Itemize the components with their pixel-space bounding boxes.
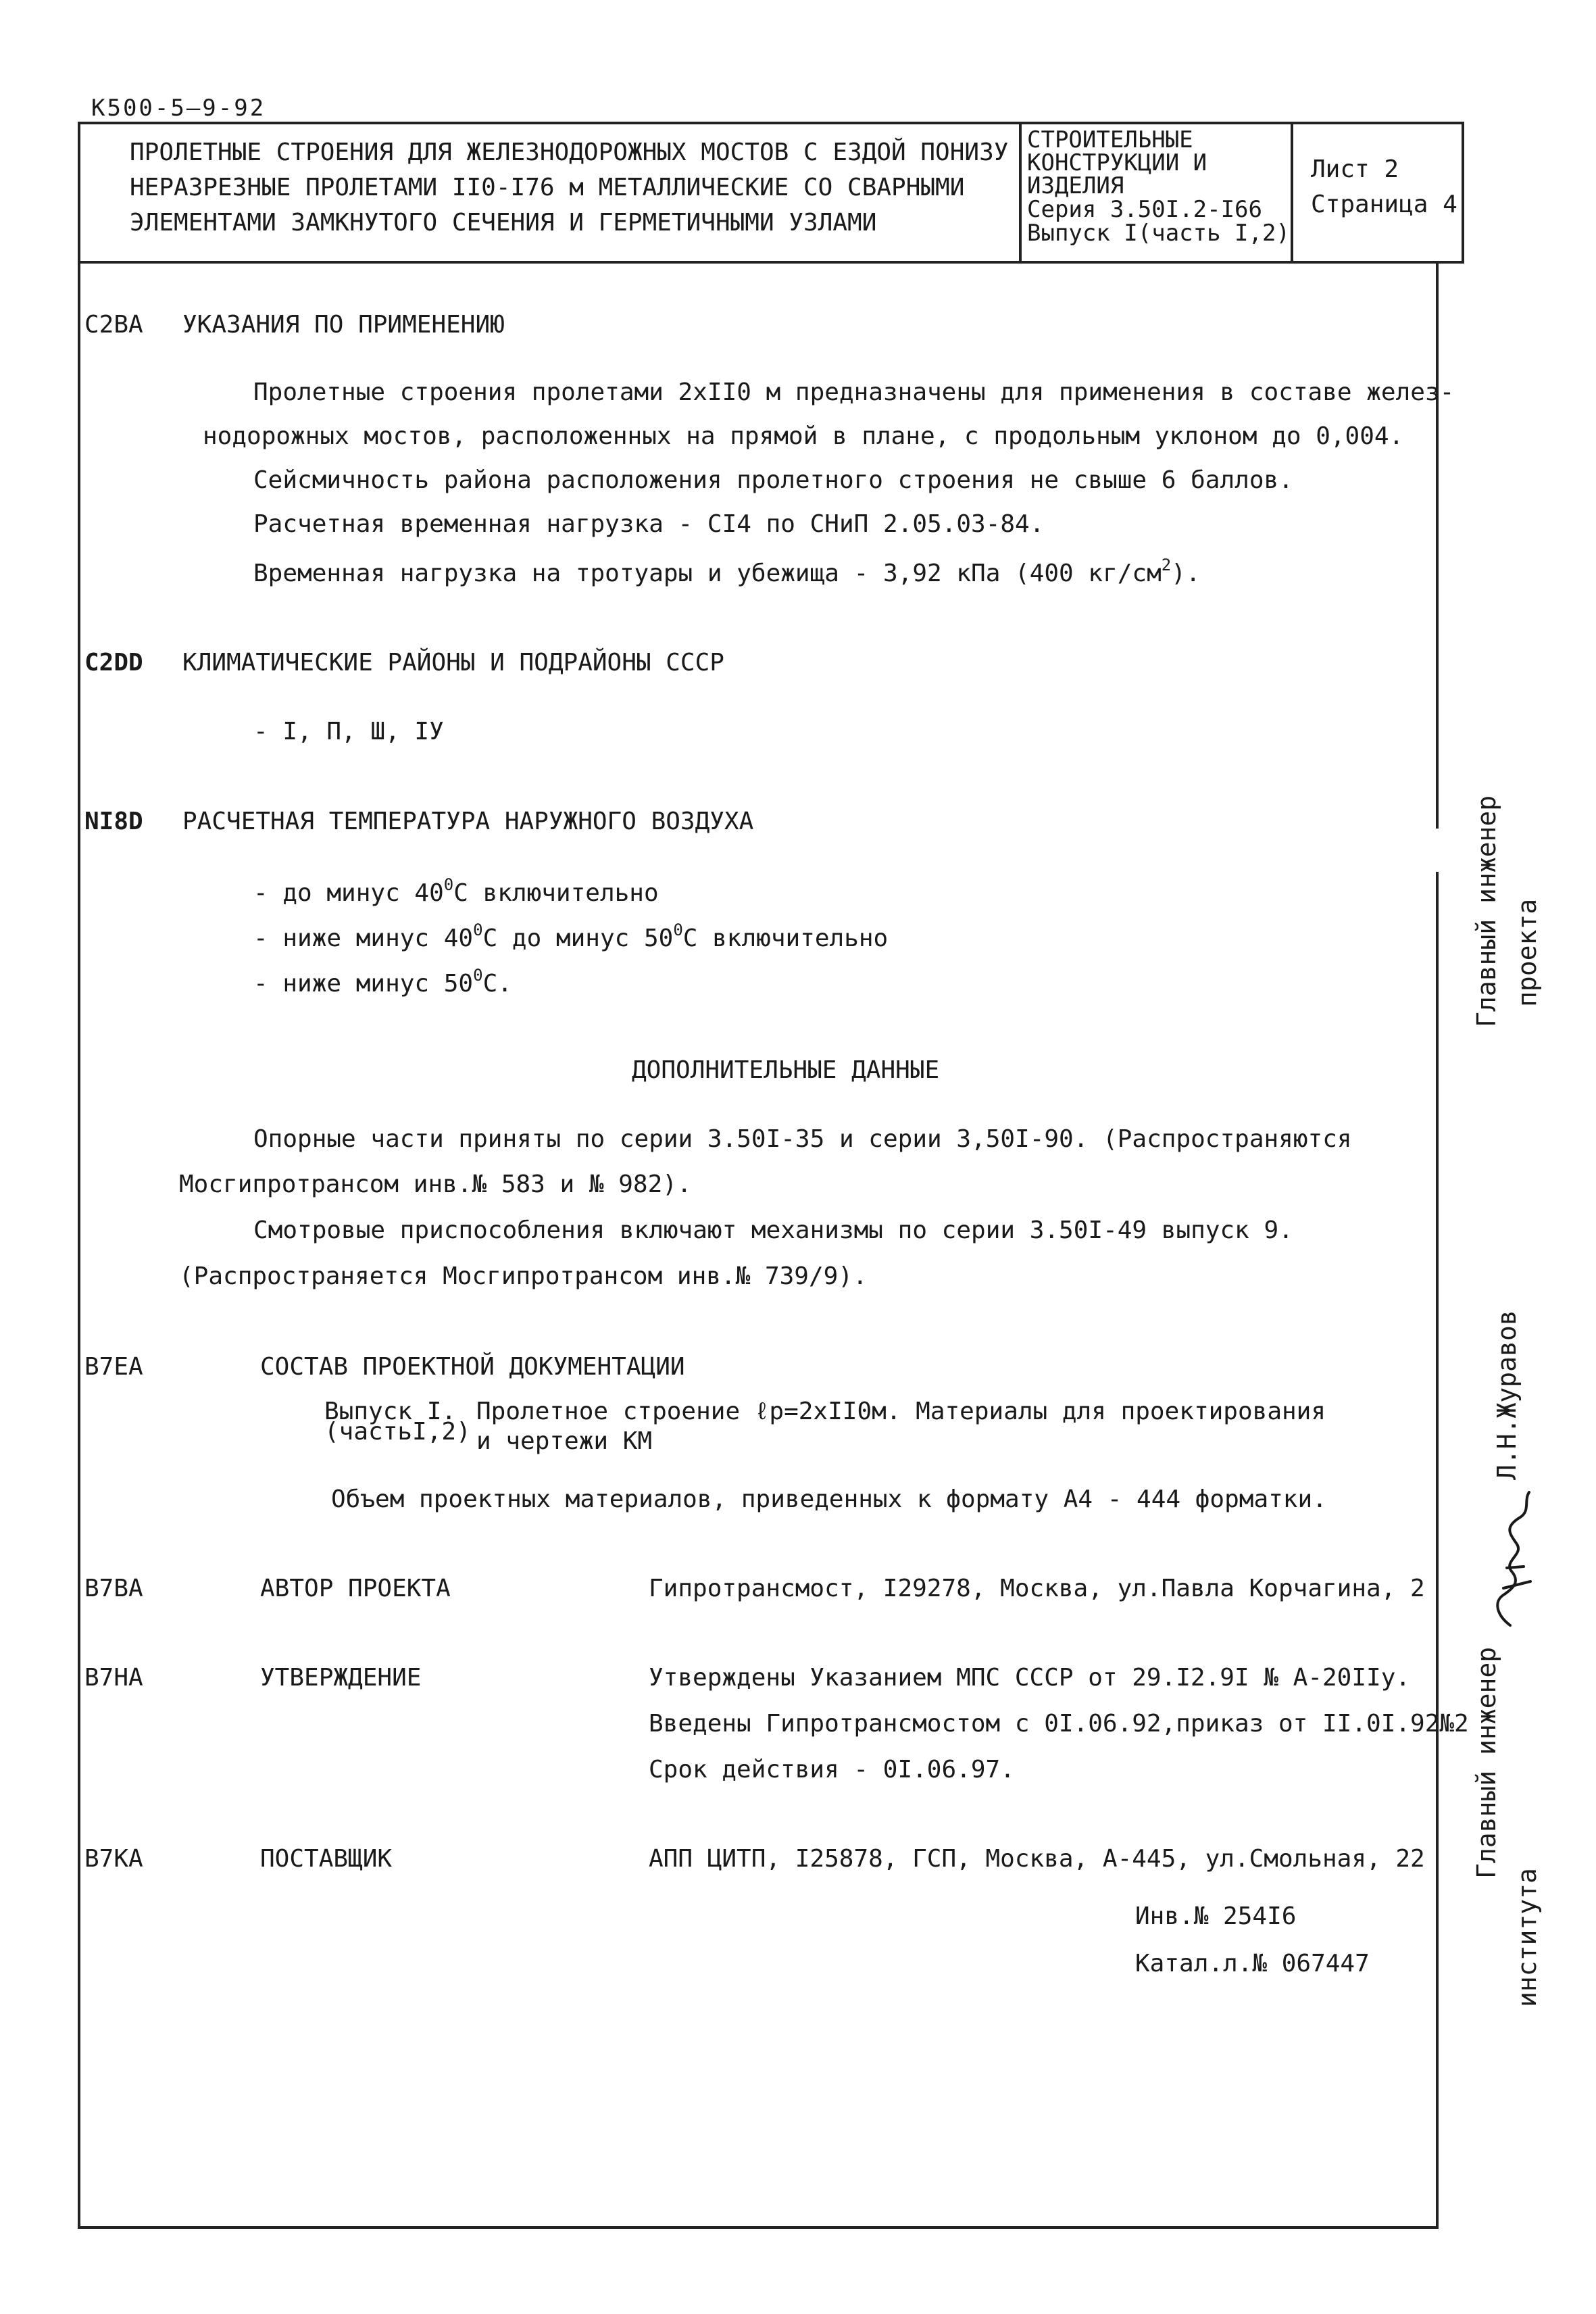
document-code: К500-5—9-92 bbox=[91, 95, 266, 122]
header-page: Страница 4 bbox=[1311, 191, 1457, 218]
author-label: АВТОР ПРОЕКТА bbox=[260, 1575, 451, 1602]
composition-issue-1: Выпуск I. bbox=[324, 1398, 457, 1425]
temperature-code: NI8D bbox=[84, 808, 143, 835]
climate-code: С2DD bbox=[84, 649, 143, 676]
usage-load-sup: 2 bbox=[1161, 556, 1172, 574]
temperature-item-1 bbox=[253, 875, 659, 907]
header-title-line-3: ЭЛЕМЕНТАМИ ЗАМКНУТОГО СЕЧЕНИЯ И ГЕРМЕТИЧНЫМИ УЗЛАМИ bbox=[130, 209, 877, 237]
usage-line-2: нодорожных мостов, расположенных на прямой в плане, с продольным уклоном до 0,004. bbox=[203, 422, 1404, 450]
supplier-label: ПОСТАВЩИК bbox=[260, 1845, 393, 1873]
side-chief-engineer-project-1: Главный инженер bbox=[1472, 795, 1501, 1027]
side-chief-engineer-bottom-2: института bbox=[1512, 1868, 1542, 2007]
side-name: Л.Н.Журавов bbox=[1492, 1310, 1522, 1480]
supplier-value: АПП ЦИТП, I25878, ГСП, Москва, А-445, ул.Смольная, 22 bbox=[649, 1845, 1425, 1873]
approval-line-3: Срок действия - 0I.06.97. bbox=[649, 1756, 1015, 1783]
side-chief-engineer-project-2: проекта bbox=[1512, 898, 1542, 1007]
usage-load-end: ). bbox=[1171, 560, 1201, 587]
header-issue: Выпуск I(часть I,2) bbox=[1027, 220, 1290, 247]
header-sheet: Лист 2 bbox=[1311, 155, 1399, 183]
inventory-number: Инв.№ 254I6 bbox=[1135, 1902, 1297, 1930]
temp-1-pre: - до минус 40 bbox=[253, 879, 444, 907]
temp-3-sup: 0 bbox=[473, 966, 483, 985]
temp-3-pre: - ниже минус 50 bbox=[253, 970, 474, 998]
approval-line-2: Введены Гипротрансмостом с 0I.06.92,приказ от II.0I.92№2 bbox=[649, 1710, 1469, 1738]
body-right-border-top bbox=[1436, 261, 1439, 829]
temperature-title: РАСЧЕТНАЯ ТЕМПЕРАТУРА НАРУЖНОГО ВОЗДУХА bbox=[182, 808, 754, 835]
side-chief-engineer-bottom-1: Главный инженер bbox=[1472, 1646, 1501, 1879]
composition-volume: Объем проектных материалов, приведенных к формату А4 - 444 форматки. bbox=[331, 1485, 1327, 1513]
extra-title: ДОПОЛНИТЕЛЬНЫЕ ДАННЫЕ bbox=[632, 1056, 940, 1084]
extra-line-4: (Распространяется Мосгипротрансом инв.№ 739/9). bbox=[179, 1262, 868, 1290]
body-right-border-bottom bbox=[1436, 872, 1439, 2229]
usage-line-1: Пролетные строения пролетами 2хII0 м предназначены для применения в составе желез- bbox=[253, 378, 1455, 406]
header-title-line-2: НЕРАЗРЕЗНЫЕ ПРОЛЕТАМИ II0-I76 м МЕТАЛЛИЧЕСКИЕ СО СВАРНЫМИ bbox=[130, 174, 965, 201]
side-chief-engineer-bottom-clip bbox=[1501, 1784, 1542, 2007]
header-divider-2 bbox=[1291, 122, 1293, 264]
supplier-code: В7КА bbox=[84, 1845, 143, 1873]
author-code: В7ВА bbox=[84, 1575, 143, 1602]
composition-issue-2: (частьI,2) bbox=[324, 1418, 471, 1446]
extra-line-3: Смотровые приспособления включают механизмы по серии 3.50I-49 выпуск 9. bbox=[253, 1216, 1293, 1244]
approval-code: В7НА bbox=[84, 1664, 143, 1692]
usage-title: УКАЗАНИЯ ПО ПРИМЕНЕНИЮ bbox=[182, 311, 505, 339]
temp-1-post: С включительно bbox=[453, 879, 659, 907]
temperature-item-2 bbox=[253, 920, 888, 952]
temp-2-post: С включительно bbox=[682, 925, 889, 952]
temperature-item-3 bbox=[253, 966, 512, 998]
catalog-number: Катал.л.№ 067447 bbox=[1135, 1950, 1370, 1977]
climate-value: - I, П, Ш, IУ bbox=[253, 718, 444, 745]
temp-3-post: С. bbox=[482, 970, 512, 998]
header-title-line-1: ПРОЛЕТНЫЕ СТРОЕНИЯ ДЛЯ ЖЕЛЕЗНОДОРОЖНЫХ МОСТОВ С ЕЗДОЙ ПОНИЗУ bbox=[130, 139, 1009, 166]
temp-1-sup: 0 bbox=[443, 875, 454, 894]
extra-line-2: Мосгипротрансом инв.№ 583 и № 982). bbox=[179, 1171, 692, 1198]
composition-desc-1: Пролетное строение ℓp=2хII0м. Материалы для проектирования bbox=[476, 1398, 1326, 1425]
header-divider-1 bbox=[1019, 122, 1022, 264]
author-value: Гипротрансмост, I29278, Москва, ул.Павла Корчагина, 2 bbox=[649, 1575, 1425, 1602]
temp-2-pre: - ниже минус 40 bbox=[253, 925, 474, 952]
temp-2-sup2: 0 bbox=[673, 920, 683, 939]
header-category-3: ИЗДЕЛИЯ bbox=[1027, 172, 1124, 199]
usage-code: С2ВА bbox=[84, 311, 143, 339]
header-series: Серия 3.50I.2-I66 bbox=[1027, 196, 1262, 223]
temp-2-sup: 0 bbox=[473, 920, 483, 939]
composition-desc-2: и чертежи КМ bbox=[476, 1427, 653, 1455]
usage-line-5 bbox=[253, 556, 1201, 587]
body-left-border bbox=[78, 261, 80, 2229]
signature-image bbox=[1483, 1487, 1544, 1629]
climate-title: КЛИМАТИЧЕСКИЕ РАЙОНЫ И ПОДРАЙОНЫ СССР bbox=[182, 649, 724, 676]
extra-line-1: Опорные части приняты по серии 3.50I-35 и серии 3,50I-90. (Распространяются bbox=[253, 1125, 1352, 1153]
approval-label: УТВЕРЖДЕНИЕ bbox=[260, 1664, 422, 1692]
usage-load-text: Временная нагрузка на тротуары и убежища - 3,92 кПа (400 кг/см bbox=[253, 560, 1162, 587]
header-category-2: КОНСТРУКЦИИ И bbox=[1027, 149, 1207, 176]
approval-line-1: Утверждены Указанием МПС СССР от 29.I2.9I № А-20IIу. bbox=[649, 1664, 1411, 1692]
composition-title: СОСТАВ ПРОЕКТНОЙ ДОКУМЕНТАЦИИ bbox=[260, 1353, 685, 1381]
header-category-1: СТРОИТЕЛЬНЫЕ bbox=[1027, 126, 1193, 153]
composition-code: В7ЕА bbox=[84, 1353, 143, 1381]
usage-line-4: Расчетная временная нагрузка - СI4 по СНиП 2.05.03-84. bbox=[253, 510, 1045, 538]
temp-2-mid: С до минус 50 bbox=[482, 925, 674, 952]
usage-line-3: Сейсмичность района расположения пролетного строения не свыше 6 баллов. bbox=[253, 466, 1293, 494]
body-bottom-border bbox=[78, 2226, 1437, 2229]
